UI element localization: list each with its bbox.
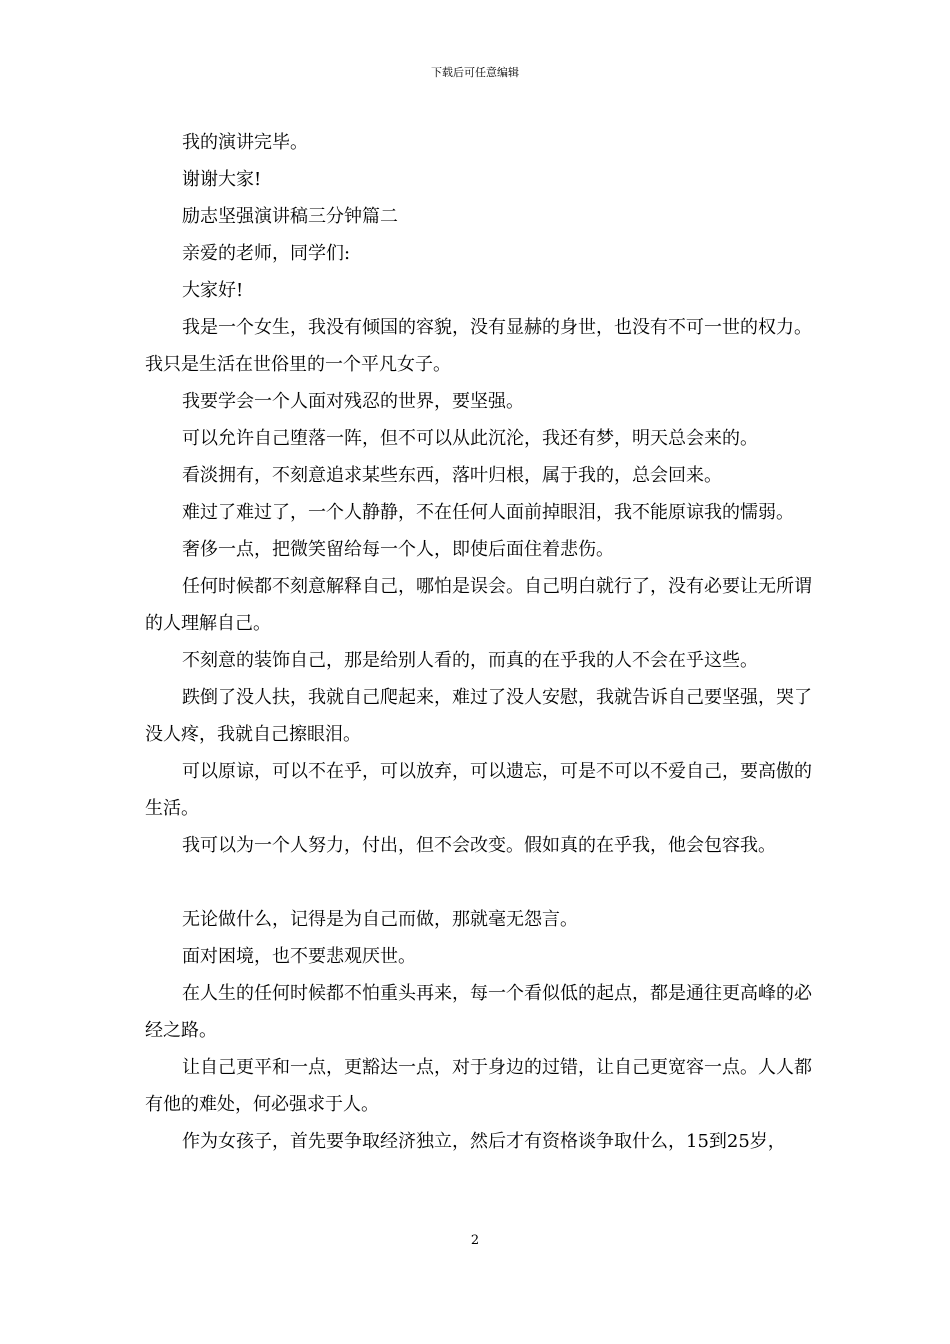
paragraph: 我要学会一个人面对残忍的世界，要坚强。 bbox=[182, 391, 524, 412]
paragraph: 让自己更平和一点，更豁达一点，对于身边的过错，让自己更宽容一点。人人都有他的难处，何必强求于人。 bbox=[145, 1057, 812, 1115]
paragraph: 奢侈一点，把微笑留给每一个人，即使后面住着悲伤。 bbox=[182, 539, 614, 560]
paragraph-greeting: 大家好! bbox=[182, 280, 244, 301]
paragraph-salutation: 亲爱的老师，同学们: bbox=[182, 243, 351, 264]
page-header: 下载后可任意编辑 bbox=[431, 66, 519, 79]
paragraph: 任何时候都不刻意解释自己，哪怕是误会。自己明白就行了，没有必要让无所谓的人理解自己。 bbox=[145, 576, 812, 634]
paragraph: 难过了难过了，一个人静静，不在任何人面前掉眼泪，我不能原谅我的懦弱。 bbox=[182, 502, 794, 523]
paragraph: 面对困境，也不要悲观厌世。 bbox=[182, 946, 416, 967]
section-title: 励志坚强演讲稿三分钟篇二 bbox=[182, 206, 398, 227]
paragraph: 不刻意的装饰自己，那是给别人看的，而真的在乎我的人不会在乎这些。 bbox=[182, 650, 758, 671]
document-body bbox=[145, 124, 825, 1160]
paragraph: 在人生的任何时候都不怕重头再来，每一个看似低的起点，都是通往更高峰的必经之路。 bbox=[145, 983, 812, 1041]
paragraph-thanks: 谢谢大家! bbox=[182, 169, 262, 190]
paragraph: 可以允许自己堕落一阵，但不可以从此沉沦，我还有梦，明天总会来的。 bbox=[182, 428, 758, 449]
paragraph-speech-end: 我的演讲完毕。 bbox=[182, 132, 308, 153]
paragraph: 看淡拥有，不刻意追求某些东西，落叶归根，属于我的，总会回来。 bbox=[182, 465, 722, 486]
paragraph: 我是一个女生，我没有倾国的容貌，没有显赫的身世，也没有不可一世的权力。我只是生活在世俗里的一个平凡女子。 bbox=[145, 317, 812, 375]
page-number: 2 bbox=[470, 1233, 480, 1248]
paragraph: 无论做什么，记得是为自己而做，那就毫无怨言。 bbox=[182, 909, 578, 930]
paragraph: 跌倒了没人扶，我就自己爬起来，难过了没人安慰，我就告诉自己要坚强，哭了没人疼，我就自己擦眼泪。 bbox=[145, 687, 812, 745]
blank-line bbox=[145, 864, 825, 901]
paragraph: 作为女孩子，首先要争取经济独立，然后才有资格谈争取什么，15到25岁， bbox=[182, 1131, 786, 1152]
paragraph: 我可以为一个人努力，付出，但不会改变。假如真的在乎我，他会包容我。 bbox=[182, 835, 776, 856]
paragraph: 可以原谅，可以不在乎，可以放弃，可以遗忘，可是不可以不爱自己，要高傲的生活。 bbox=[145, 761, 812, 819]
